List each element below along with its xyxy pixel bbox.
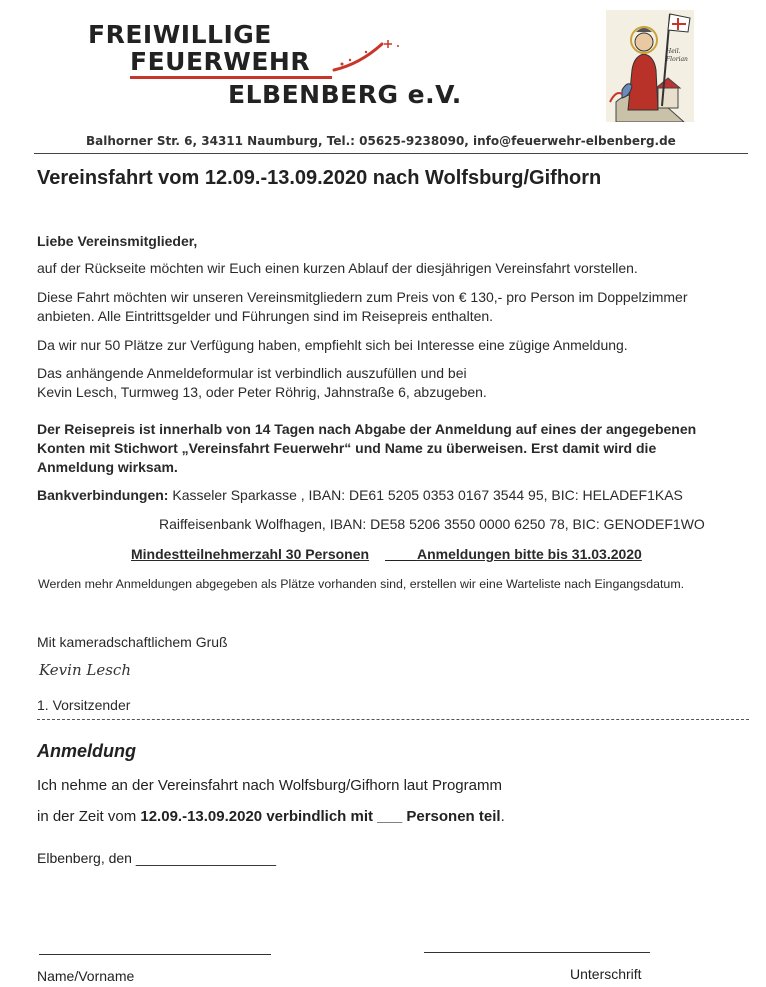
- logo-swoosh-icon: [330, 34, 410, 76]
- page-title: Vereinsfahrt vom 12.09.-13.09.2020 nach Wolfsburg/Gifhorn: [37, 167, 602, 189]
- signature-line[interactable]: [424, 952, 650, 953]
- form-line-2-dates[interactable]: 12.09.-13.09.2020 verbindlich mit ___ Personen teil: [140, 808, 501, 825]
- logo-underline: [130, 76, 332, 79]
- paragraph-price-line2: anbieten. Alle Eintrittsgelder und Führungen sind im Reisepreis enthalten.: [37, 308, 494, 324]
- saint-florian-emblem-icon: [606, 10, 694, 122]
- waitlist-note: Werden mehr Anmeldungen abgegeben als Plätze vorhanden sind, erstellen wir eine Warteliste nach Eingangsdatum.: [38, 577, 685, 591]
- form-line-2-prefix: in der Zeit vom: [37, 808, 141, 825]
- form-line-2-suffix: .: [500, 808, 505, 825]
- payment-notice-line1: Der Reisepreis ist innerhalb von 14 Tagen nach Abgabe der Anmeldung auf eines der angegebenen: [37, 421, 697, 437]
- signer-role: 1. Vorsitzender: [37, 697, 131, 713]
- logo-text-freiwillige: FREIWILLIGE: [88, 20, 272, 49]
- paragraph-form-line2: Kevin Lesch, Turmweg 13, oder Peter Röhrig, Jahnstraße 6, abzugeben.: [37, 384, 487, 400]
- paragraph-form-line1: Das anhängende Anmeldeformular ist verbindlich auszufüllen und bei: [37, 365, 467, 381]
- closing-greeting: Mit kameradschaftlichem Gruß: [37, 634, 228, 650]
- cut-line: [37, 719, 749, 720]
- min-participants: Mindestteilnehmerzahl 30 Personen: [131, 546, 370, 562]
- header-divider: [34, 153, 748, 154]
- bank-row-1: [37, 486, 683, 505]
- emblem-caption: Heil. Florian: [666, 48, 688, 63]
- greeting: Liebe Vereinsmitglieder,: [37, 233, 198, 249]
- form-heading: Anmeldung: [37, 741, 136, 761]
- bank-kasseler-sparkasse: Kasseler Sparkasse , IBAN: DE61 5205 0353 0167 3544 95, BIC: HELADEF1KAS: [172, 487, 683, 503]
- form-line-1: Ich nehme an der Vereinsfahrt nach Wolfsburg/Gifhorn laut Programm: [37, 777, 502, 794]
- logo-text-feuerwehr: FEUERWEHR: [130, 47, 311, 76]
- bank-label: Bankverbindungen:: [37, 487, 169, 503]
- payment-notice-line2: Konten mit Stichwort „Vereinsfahrt Feuerwehr“ und Name zu überweisen. Erst damit wird die: [37, 440, 657, 456]
- paragraph-places: Da wir nur 50 Plätze zur Verfügung haben, empfiehlt sich bei Interesse eine zügige Anmeldung.: [37, 337, 628, 353]
- payment-notice-line3: Anmeldung wirksam.: [37, 459, 178, 475]
- form-line-2: [37, 808, 505, 825]
- underline-gap: [385, 560, 417, 561]
- logo-text-elbenberg: ELBENBERG e.V.: [228, 80, 462, 109]
- place-date-field[interactable]: Elbenberg, den __________________: [37, 850, 277, 866]
- signature: Kevin Lesch: [39, 661, 131, 679]
- registration-deadline: Anmeldungen bitte bis 31.03.2020: [417, 546, 642, 562]
- address-line: Balhorner Str. 6, 34311 Naumburg, Tel.: 05625-9238090, info@feuerwehr-elbenberg.de: [86, 134, 676, 148]
- name-label: Name/Vorname: [37, 968, 135, 984]
- paragraph-intro: auf der Rückseite möchten wir Euch einen kurzen Ablauf der diesjährigen Vereinsfahrt vorstellen.: [37, 260, 638, 276]
- paragraph-price-line1: Diese Fahrt möchten wir unseren Vereinsmitgliedern zum Preis von € 130,- pro Person im Doppelzimmer: [37, 289, 688, 305]
- bank-raiffeisenbank: Raiffeisenbank Wolfhagen, IBAN: DE58 5206 3550 0000 6250 78, BIC: GENODEF1WO: [159, 516, 705, 532]
- name-signature-line[interactable]: [39, 954, 271, 955]
- signature-label: Unterschrift: [570, 966, 642, 982]
